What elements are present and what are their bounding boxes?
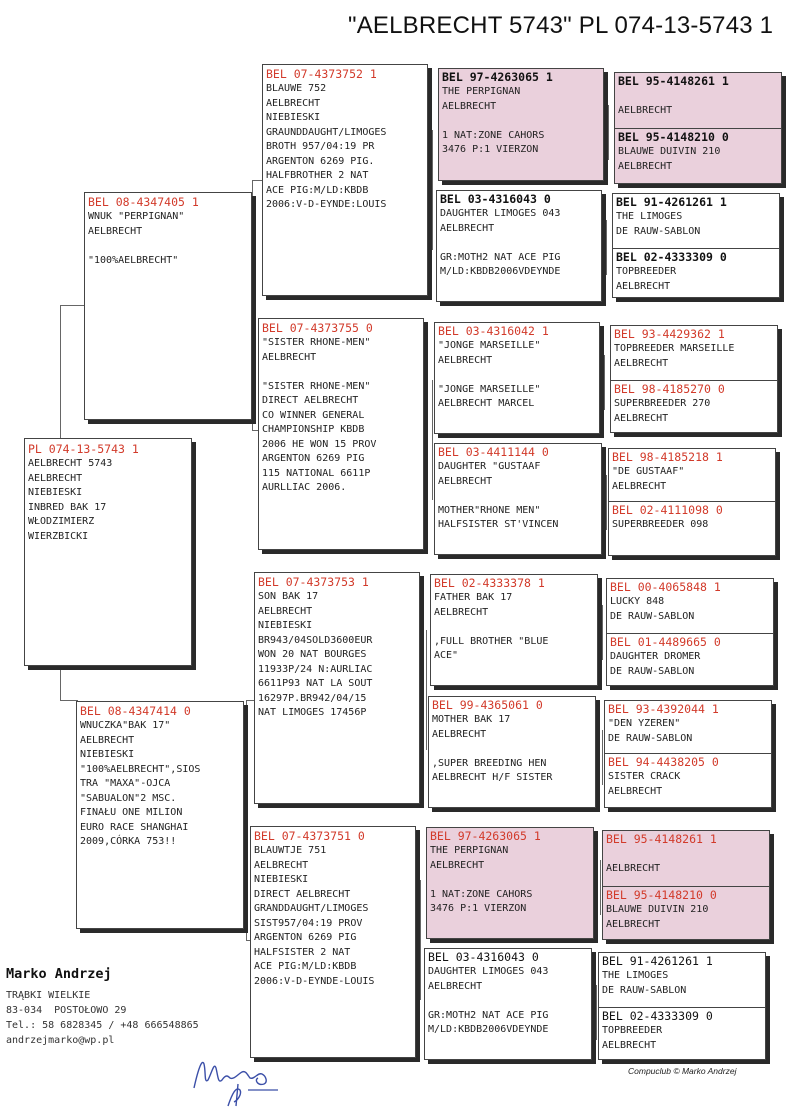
pigeon-description: THE LIMOGES DE RAUW-SABLON <box>616 211 701 237</box>
pigeon-description: THE PERPIGNAN AELBRECHT 1 NAT:ZONE CAHORS 3476 P:1 VIERZON <box>430 845 533 914</box>
ring-number: BEL 91-4261261 1 <box>616 195 727 209</box>
ring-number: BEL 08-4347405 1 <box>88 195 199 209</box>
ring-number: BEL 02-4333309 0 <box>616 250 727 264</box>
pigeon-description: "SISTER RHONE-MEN" AELBRECHT "SISTER RHONE-MEN" DIRECT AELBRECHT CO WINNER GENERAL CHAMPIONSHIP KBDB 2006 HE WON 15 PROV ARGENTON 6269 PIG 115 NATIONAL 6611P AURLLIAC 2006. <box>262 337 377 493</box>
dam-card <box>76 701 244 929</box>
ring-number: BEL 03-4316043 0 <box>428 950 539 964</box>
pigeon-description: SUPERBREEDER 270 AELBRECHT <box>614 398 711 424</box>
pigeon-description: AELBRECHT <box>618 104 673 116</box>
great-grandparent-card <box>428 696 596 808</box>
gg-grandparent-pair-card <box>614 72 782 184</box>
ring-number: BEL 95-4148261 1 <box>606 832 717 846</box>
ring-number: BEL 00-4065848 1 <box>610 580 721 594</box>
connector-line <box>60 305 84 306</box>
pigeon-description: "DE GUSTAAF" AELBRECHT <box>612 466 685 492</box>
ring-number: BEL 93-4392044 1 <box>608 702 719 716</box>
ring-number: BEL 08-4347414 0 <box>80 704 191 718</box>
gg-grandparent-pair-card <box>604 700 772 808</box>
pigeon-description: DAUGHTER DROMER DE RAUW-SABLON <box>610 651 701 677</box>
great-grandparent-card <box>430 574 598 686</box>
connector-line <box>602 730 603 785</box>
pigeon-description: FATHER BAK 17 AELBRECHT ,FULL BROTHER "BLUE ACE" <box>434 592 549 661</box>
pigeon-description: BLAUWE 752 AELBRECHT NIEBIESKI GRAUNDDAUGHT/LIMOGES BROTH 957/04:19 PR ARGENTON 6269 PIG. HALFBROTHER 2 NAT ACE PIG:M/LD:KBDB 2006:V-D-EYNDE:LOUIS <box>266 83 387 210</box>
pigeon-description: "DEN YZEREN" DE RAUW-SABLON <box>608 718 693 744</box>
great-grandparent-card <box>424 948 592 1060</box>
owner-address-line: 83-034 POSTOŁOWO 29 <box>6 1005 127 1016</box>
ring-number: BEL 97-4263065 1 <box>430 829 541 843</box>
ring-number: BEL 03-4316043 0 <box>440 192 551 206</box>
pigeon-description: SUPERBREEDER 098 <box>612 519 709 530</box>
gg-grandparent-pair-card <box>598 952 766 1060</box>
owner-address-line: TRĄBKI WIELKIE <box>6 990 91 1001</box>
ring-number: BEL 94-4438205 0 <box>608 755 719 769</box>
grandparent-card <box>254 572 420 804</box>
ring-number: BEL 95-4148210 0 <box>606 888 717 902</box>
connector-line <box>420 880 421 1000</box>
ring-number: BEL 02-4111098 0 <box>612 503 723 517</box>
connector-line <box>252 180 262 181</box>
great-grandparent-card <box>434 322 600 434</box>
connector-line <box>246 700 254 701</box>
connector-line <box>426 630 427 750</box>
ring-number: BEL 98-4185218 1 <box>612 450 723 464</box>
connector-line <box>604 355 605 410</box>
grandparent-card <box>250 826 416 1058</box>
great-grandparent-card <box>426 827 594 939</box>
owner-info <box>6 966 199 1048</box>
ring-number: BEL 95-4148261 1 <box>618 74 729 88</box>
connector-line <box>596 985 597 1040</box>
pigeon-description: TOPBREEDER MARSEILLE AELBRECHT <box>614 343 735 369</box>
great-grandparent-card <box>438 68 604 181</box>
pigeon-description: BLAUWE DUIVIN 210 AELBRECHT <box>618 146 721 172</box>
pigeon-description: DAUGHTER LIMOGES 043 AELBRECHT GR:MOTH2 NAT ACE PIG M/LD:KBDB2006VDEYNDE <box>440 208 561 277</box>
connector-line <box>608 105 609 160</box>
pigeon-description: SISTER CRACK AELBRECHT <box>608 771 681 797</box>
great-grandparent-card <box>436 190 602 302</box>
owner-name: Marko Andrzej <box>6 966 112 982</box>
ring-number: BEL 07-4373751 0 <box>254 829 365 843</box>
ring-number: BEL 97-4263065 1 <box>442 70 553 84</box>
connector-line <box>602 605 603 660</box>
ring-number: BEL 07-4373753 1 <box>258 575 369 589</box>
ring-number: BEL 91-4261261 1 <box>602 954 713 968</box>
ring-number: BEL 02-4333309 0 <box>602 1009 713 1023</box>
pedigree-title: "AELBRECHT 5743" PL 074-13-5743 1 <box>348 12 774 39</box>
pigeon-description: WNUK "PERPIGNAN" AELBRECHT "100%AELBRECHT" <box>88 211 185 266</box>
connector-line <box>246 700 247 940</box>
ring-number: BEL 07-4373755 0 <box>262 321 373 335</box>
signature-icon <box>188 1050 298 1110</box>
owner-phone: Tel.: 58 6828345 / +48 666548865 <box>6 1020 199 1031</box>
owner-email: andrzejmarko@wp.pl <box>6 1035 115 1046</box>
pigeon-description: SON BAK 17 AELBRECHT NIEBIESKI BR943/04SOLD3600EUR WON 20 NAT BOURGES 11933P/24 N:AURLIAC 6611P93 NAT LA SOUT 16297P.BR942/04/15 NAT LIMOGES 17456P <box>258 591 373 718</box>
pigeon-description: DAUGHTER LIMOGES 043 AELBRECHT GR:MOTH2 NAT ACE PIG M/LD:KBDB2006VDEYNDE <box>428 966 549 1035</box>
pigeon-description: BLAUWE DUIVIN 210 AELBRECHT <box>606 904 709 930</box>
ring-number: BEL 07-4373752 1 <box>266 67 377 81</box>
pigeon-description: AELBRECHT <box>606 862 661 874</box>
subject-pigeon-card <box>24 438 192 666</box>
footer-credit: Compuclub © Marko Andrzej <box>628 1066 737 1076</box>
pigeon-description: TOPBREEDER AELBRECHT <box>616 266 677 292</box>
ring-number: BEL 98-4185270 0 <box>614 382 725 396</box>
connector-line <box>600 860 601 915</box>
ring-number: BEL 95-4148210 0 <box>618 130 729 144</box>
sire-card <box>84 192 252 420</box>
connector-line <box>606 475 607 530</box>
gg-grandparent-pair-card <box>608 448 776 556</box>
grandparent-card <box>262 64 428 296</box>
pigeon-description: TOPBREEDER AELBRECHT <box>602 1025 663 1051</box>
pigeon-description: LUCKY 848 DE RAUW-SABLON <box>610 596 695 622</box>
gg-grandparent-pair-card <box>602 830 770 940</box>
connector-line <box>252 180 253 430</box>
gg-grandparent-pair-card <box>606 578 774 686</box>
connector-line <box>606 220 607 275</box>
ring-number: BEL 01-4489665 0 <box>610 635 721 649</box>
grandparent-card <box>258 318 424 550</box>
pigeon-description: DAUGHTER "GUSTAAF AELBRECHT MOTHER"RHONE MEN" HALFSISTER ST'VINCEN <box>438 461 559 530</box>
pigeon-description: WNUCZKA"BAK 17" AELBRECHT NIEBIESKI "100%AELBRECHT",SIOS TRA "MAXA"-OJCA "SABUALON"2 MSC. FINAŁU ONE MILION EURO RACE SHANGHAI 2009,CÓRKA 753!! <box>80 720 201 847</box>
pigeon-description: THE LIMOGES DE RAUW-SABLON <box>602 970 687 996</box>
ring-number: BEL 93-4429362 1 <box>614 327 725 341</box>
pigeon-description: "JONGE MARSEILLE" AELBRECHT "JONGE MARSEILLE" AELBRECHT MARCEL <box>438 340 541 409</box>
ring-number: BEL 03-4411144 0 <box>438 445 549 459</box>
gg-grandparent-pair-card <box>610 325 778 433</box>
ring-number: BEL 03-4316042 1 <box>438 324 549 338</box>
gg-grandparent-pair-card <box>612 193 780 298</box>
pigeon-description: THE PERPIGNAN AELBRECHT 1 NAT:ZONE CAHORS 3476 P:1 VIERZON <box>442 86 545 155</box>
connector-line <box>432 130 433 250</box>
ring-number: PL 074-13-5743 1 <box>28 442 139 456</box>
great-grandparent-card <box>434 443 602 555</box>
pigeon-description: MOTHER BAK 17 AELBRECHT ,SUPER BREEDING HEN AELBRECHT H/F SISTER <box>432 714 553 783</box>
connector-line <box>432 380 433 500</box>
ring-number: BEL 99-4365061 0 <box>432 698 543 712</box>
pigeon-description: BLAUWTJE 751 AELBRECHT NIEBIESKI DIRECT AELBRECHT GRANDDAUGHT/LIMOGES SIST957/04:19 PROV ARGENTON 6269 PIG HALFSISTER 2 NAT ACE PIG:M/LD:KBDB 2006:V-D-EYNDE-LOUIS <box>254 845 375 987</box>
ring-number: BEL 02-4333378 1 <box>434 576 545 590</box>
pigeon-description: AELBRECHT 5743 AELBRECHT NIEBIESKI INBRED BAK 17 WŁODZIMIERZ WIERZBICKI <box>28 458 113 542</box>
